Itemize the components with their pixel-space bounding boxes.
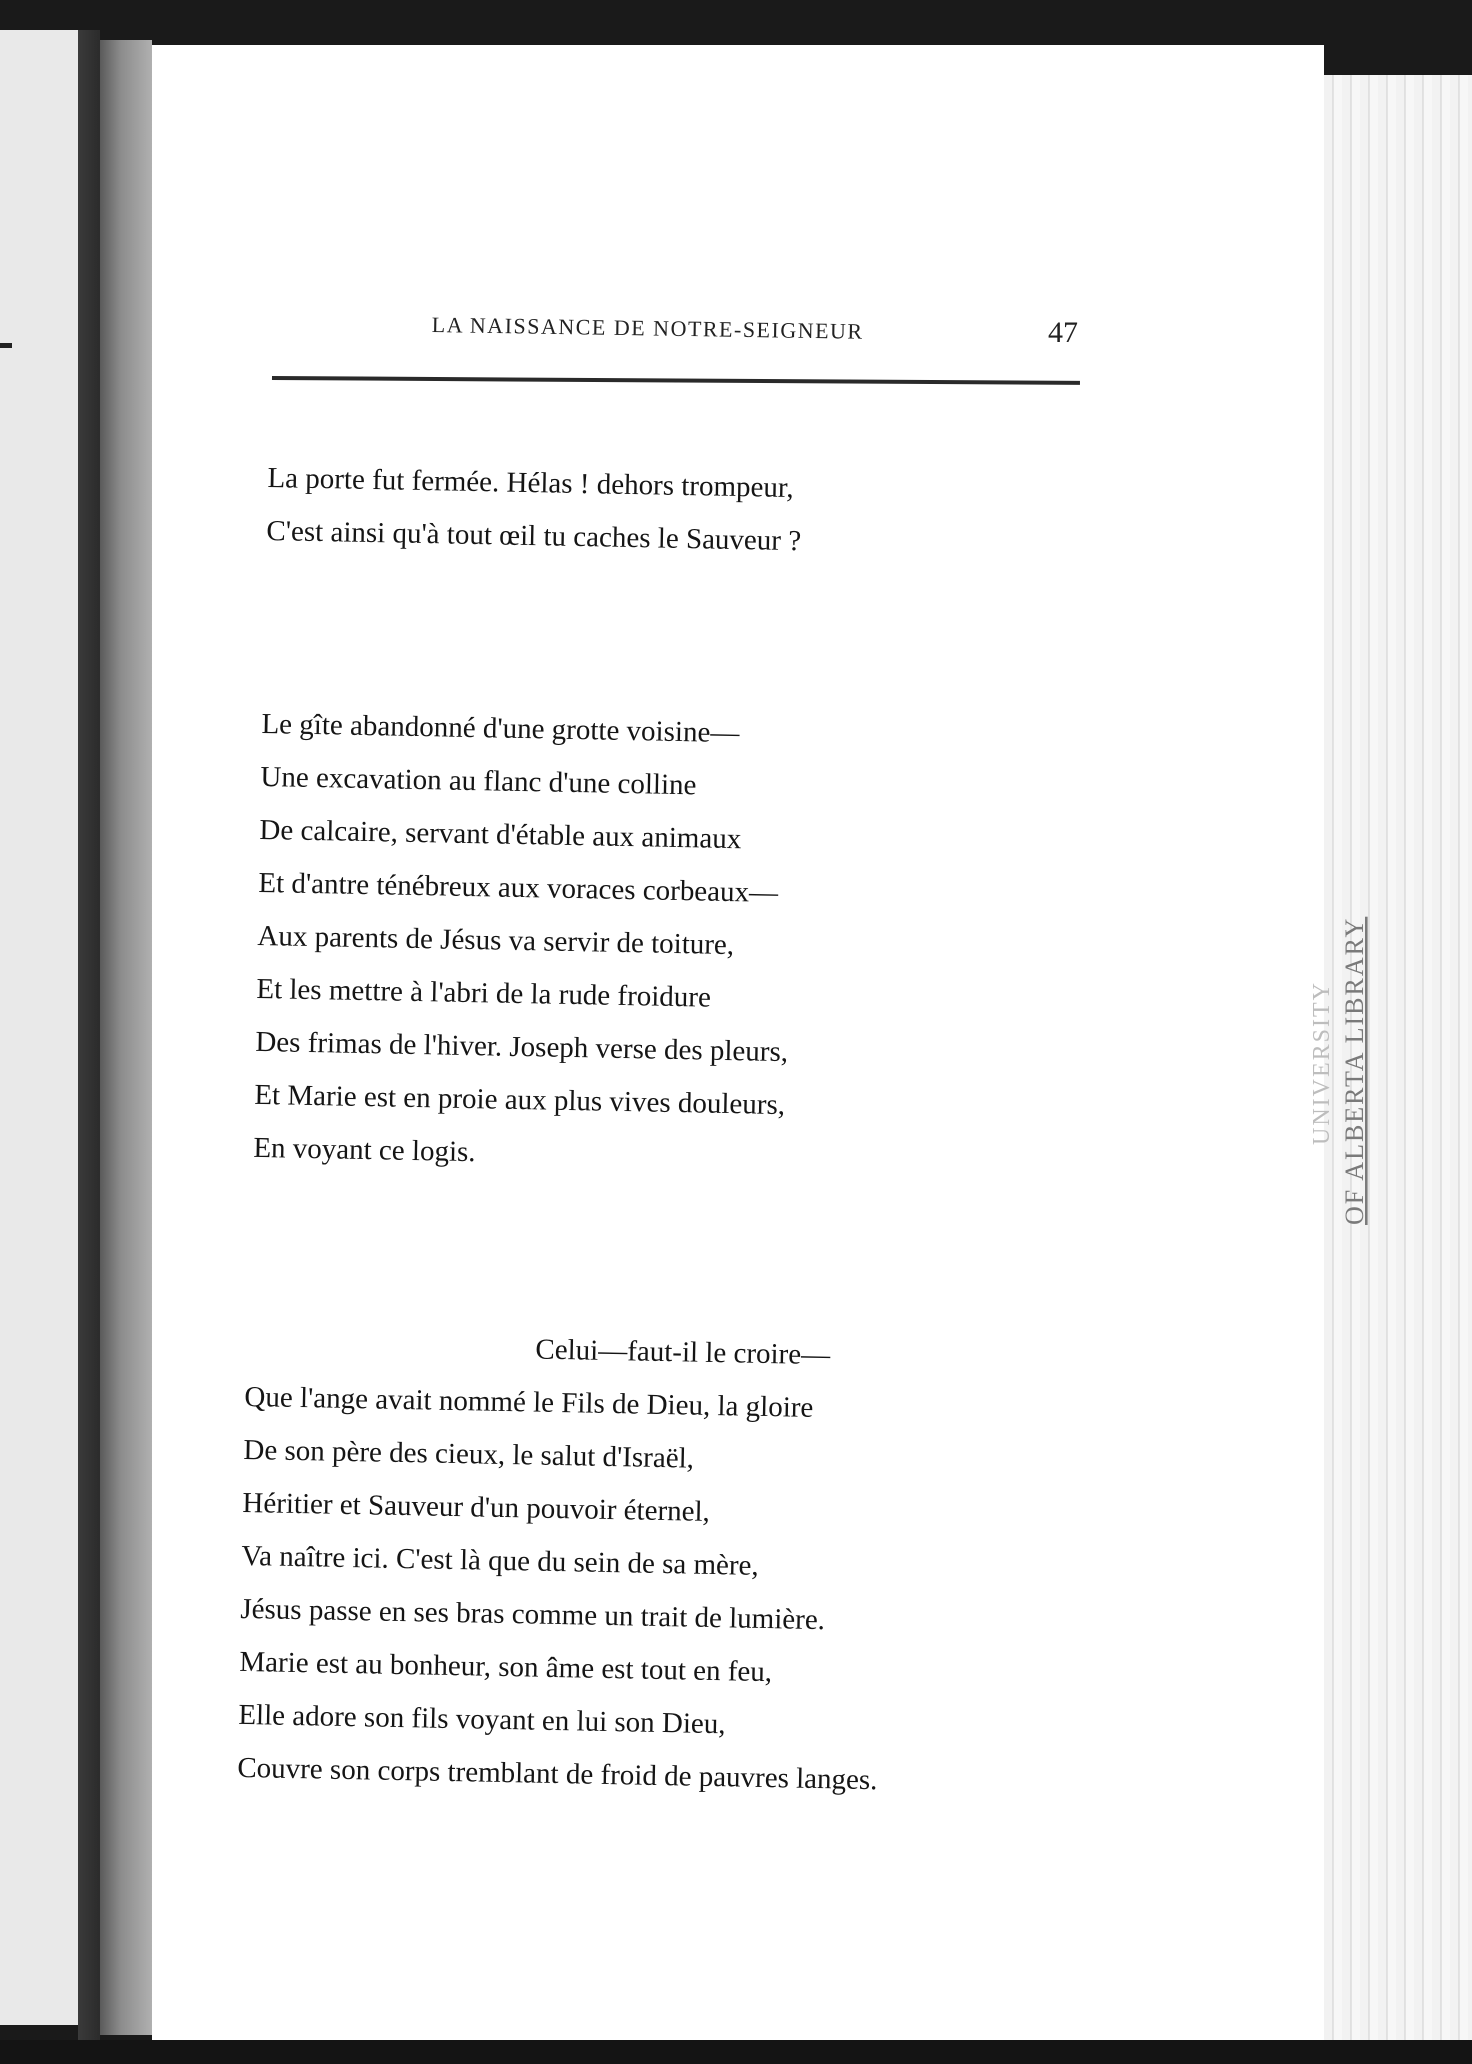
page-number: 47 <box>1048 316 1078 349</box>
verse-line: Que l'ange avait nommé le Fils de Dieu, la gloire <box>244 1380 814 1424</box>
verse-line: Et Marie est en proie aux plus vives douleurs, <box>254 1078 786 1122</box>
stanza-2 <box>253 698 795 1185</box>
verse-line: Aux parents de Jésus va servir de toiture, <box>257 919 735 962</box>
stanza-3 <box>237 1318 886 1807</box>
facing-page <box>0 30 78 2025</box>
stamp-line-university: UNIVERSITY <box>1309 981 1335 1145</box>
verse-line: De calcaire, servant d'étable aux animaux <box>259 813 742 856</box>
verse-line: Couvre son corps tremblant de froid de pauvres langes. <box>237 1751 878 1797</box>
library-stamp <box>1305 845 1375 1225</box>
stanza-1 <box>266 452 803 568</box>
verse-line: Et les mettre à l'abri de la rude froidure <box>256 972 712 1014</box>
verse-line: La porte fut fermée. Hélas ! dehors trompeur, <box>267 461 794 505</box>
verse-line: Marie est au bonheur, son âme est tout en feu, <box>239 1645 773 1689</box>
verse-line: Elle adore son fils voyant en lui son Dieu, <box>238 1698 726 1741</box>
verse-line-indented: Celui—faut-il le croire— <box>535 1333 831 1372</box>
stamp-line-library: OF ALBERTA LIBRARY <box>1340 916 1369 1225</box>
running-title: LA NAISSANCE DE NOTRE-SEIGNEUR <box>431 312 864 344</box>
book-gutter <box>78 30 100 2040</box>
facing-page-mark <box>0 343 12 348</box>
verse-line: Des frimas de l'hiver. Joseph verse des pleurs, <box>255 1025 789 1069</box>
verse-line: En voyant ce logis. <box>253 1131 476 1169</box>
page-spine-shadow <box>100 40 152 2035</box>
verse-line: Une excavation au flanc d'une colline <box>260 760 697 802</box>
verse-line: Et d'antre ténébreux aux voraces corbeaux— <box>258 866 779 909</box>
verse-line: Jésus passe en ses bras comme un trait de lumière. <box>240 1592 826 1637</box>
scan-bottom-border <box>0 2040 1472 2064</box>
verse-line: Héritier et Sauveur d'un pouvoir éternel, <box>242 1486 711 1528</box>
verse-line: C'est ainsi qu'à tout œil tu caches le Sauveur ? <box>266 514 802 558</box>
verse-line: Le gîte abandonné d'une grotte voisine— <box>261 707 740 750</box>
verse-line: De son père des cieux, le salut d'Israël, <box>243 1433 695 1475</box>
verse-line: Va naître ici. C'est là que du sein de sa mère, <box>241 1539 760 1582</box>
